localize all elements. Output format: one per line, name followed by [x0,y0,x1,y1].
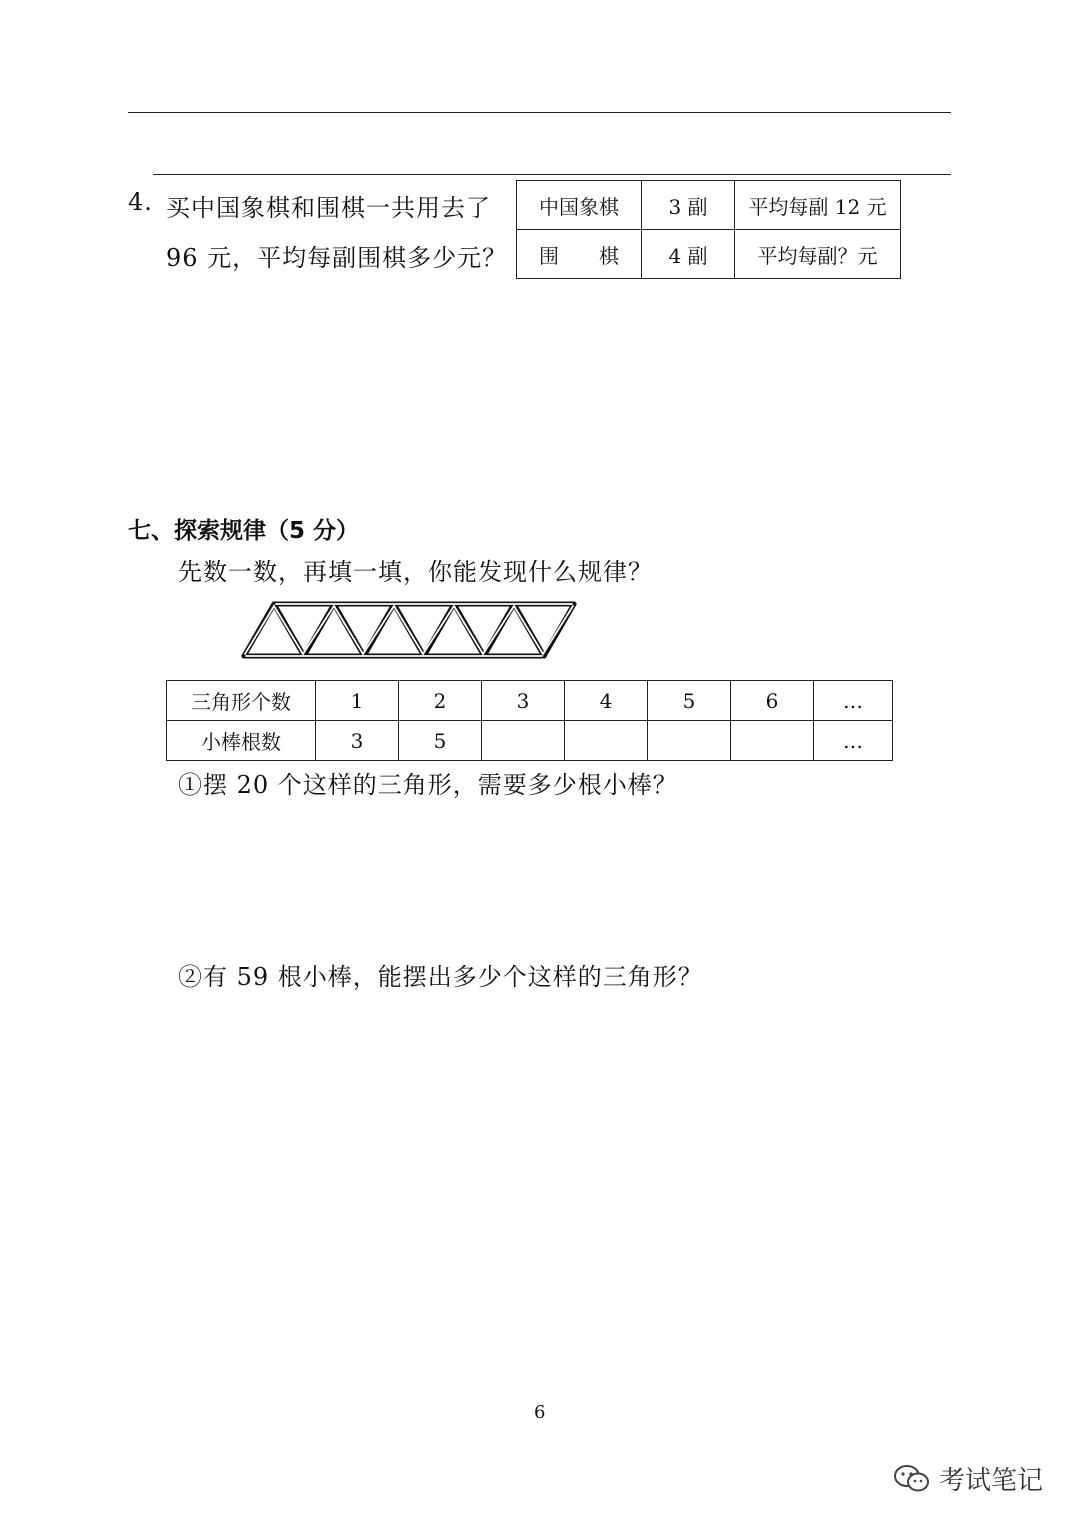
table-cell: … [814,681,893,721]
section-7-heading: 七、探索规律（5 分） [128,518,360,544]
sub-question-1: ①摆 20 个这样的三角形，需要多少根小棒？ [178,771,678,799]
table-cell: 平均每副？元 [735,230,901,279]
table-cell: 4 [565,681,648,721]
table-cell: 1 [316,681,399,721]
sub-question-2: ②有 59 根小棒，能摆出多少个这样的三角形？ [178,963,703,991]
table-cell: 5 [399,721,482,761]
table-cell: 5 [648,681,731,721]
answer-cell[interactable] [565,721,648,761]
answer-line-1 [128,112,951,113]
table-cell: 2 [399,681,482,721]
table-cell: 三角形个数 [167,681,316,721]
table-cell: 6 [731,681,814,721]
page-number: 6 [534,1402,546,1423]
table-cell: 3 副 [642,181,735,230]
table-cell: 4 副 [642,230,735,279]
pattern-table [166,680,893,761]
triangle-sticks-figure [238,596,588,664]
question-4-table [516,180,901,279]
question-4-line-2: 96 元，平均每副围棋多少元？ [166,244,508,272]
question-4-line-1: 买中国象棋和围棋一共用去了 [166,194,491,222]
answer-cell[interactable] [731,721,814,761]
table-cell: 小棒根数 [167,721,316,761]
table-cell: 围 棋 [517,230,642,279]
question-4-number: 4. [128,188,153,216]
table-cell: 3 [482,681,565,721]
answer-cell[interactable] [482,721,565,761]
table-cell: 中国象棋 [517,181,642,230]
watermark-text: 考试笔记 [939,1466,1044,1496]
table-cell: 平均每副 12 元 [735,181,901,230]
table-cell: 3 [316,721,399,761]
table-cell: … [814,721,893,761]
watermark [893,1460,1043,1497]
section-7-prompt: 先数一数，再填一填，你能发现什么规律？ [178,558,653,586]
answer-line-2 [153,174,951,175]
answer-cell[interactable] [648,721,731,761]
wechat-icon [893,1463,931,1495]
